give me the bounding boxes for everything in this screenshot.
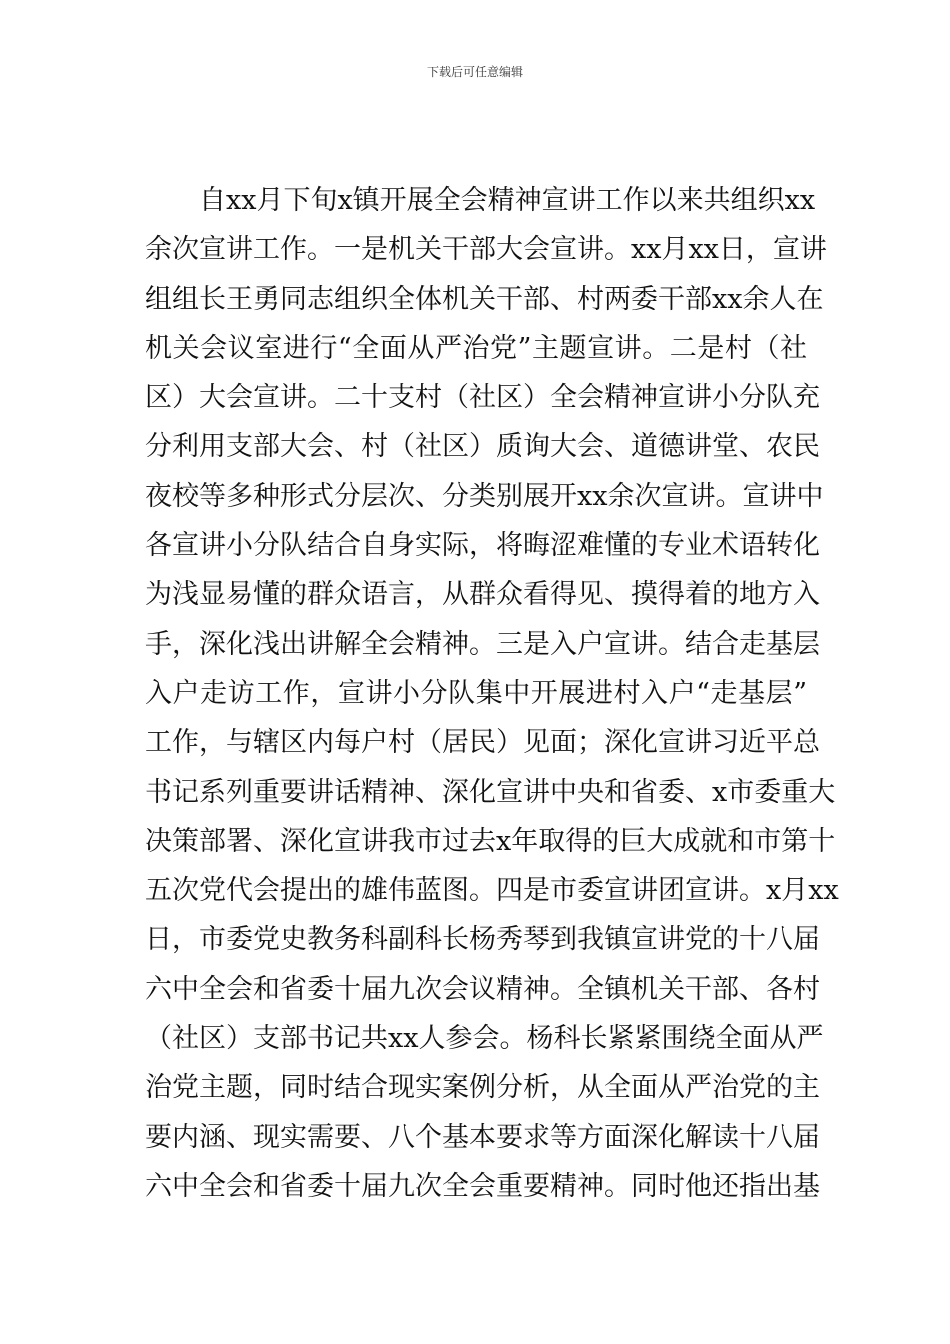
paragraph-line: 分利用支部大会、村（社区）质询大会、道德讲堂、农民 [145,431,820,463]
paragraph-line: 手，深化浅出讲解全会精神。三是入户宣讲。结合走基层 [145,628,820,660]
paragraph-line: 决策部署、深化宣讲我市过去x年取得的巨大成就和市第十 [145,825,836,857]
paragraph-line: （社区）支部书记共xx人参会。杨科长紧紧围绕全面从严 [145,1023,824,1055]
paragraph-line: 余次宣讲工作。一是机关干部大会宣讲。xx月xx日，宣讲 [145,234,827,266]
paragraph-line: 机关会议室进行“全面从严治党”主题宣讲。二是村（社 [145,332,807,364]
document-body [145,176,839,1211]
paragraph-line: 工作，与辖区内每户村（居民）见面；深化宣讲习近平总 [145,727,820,759]
paragraph-line: 各宣讲小分队结合自身实际，将晦涩难懂的专业术语转化 [145,530,820,562]
paragraph-line: 为浅显易懂的群众语言，从群众看得见、摸得着的地方入 [145,579,820,611]
paragraph-line: 夜校等多种形式分层次、分类别展开xx余次宣讲。宣讲中 [145,480,824,512]
paragraph-line: 六中全会和省委十届九次会议精神。全镇机关干部、各村 [145,973,820,1005]
paragraph-line: 自xx月下旬x镇开展全会精神宣讲工作以来共组织xx [199,185,816,216]
paragraph-line: 组组长王勇同志组织全体机关干部、村两委干部xx余人在 [145,283,824,315]
paragraph-line: 六中全会和省委十届九次全会重要精神。同时他还指出基 [145,1170,820,1202]
paragraph-line: 要内涵、现实需要、八个基本要求等方面深化解读十八届 [145,1121,820,1153]
paragraph-line: 入户走访工作，宣讲小分队集中开展进村入户“走基层” [145,677,807,709]
page-header-note: 下载后可任意编辑 [426,65,523,79]
paragraph-line: 区）大会宣讲。二十支村（社区）全会精神宣讲小分队充 [145,382,820,414]
paragraph-line: 日，市委党史教务科副科长杨秀琴到我镇宣讲党的十八届 [145,924,820,956]
paragraph-line: 书记系列重要讲话精神、深化宣讲中央和省委、x市委重大 [145,776,836,808]
paragraph-line: 五次党代会提出的雄伟蓝图。四是市委宣讲团宣讲。x月xx [145,875,839,907]
paragraph-line: 治党主题，同时结合现实案例分析，从全面从严治党的主 [145,1072,820,1104]
